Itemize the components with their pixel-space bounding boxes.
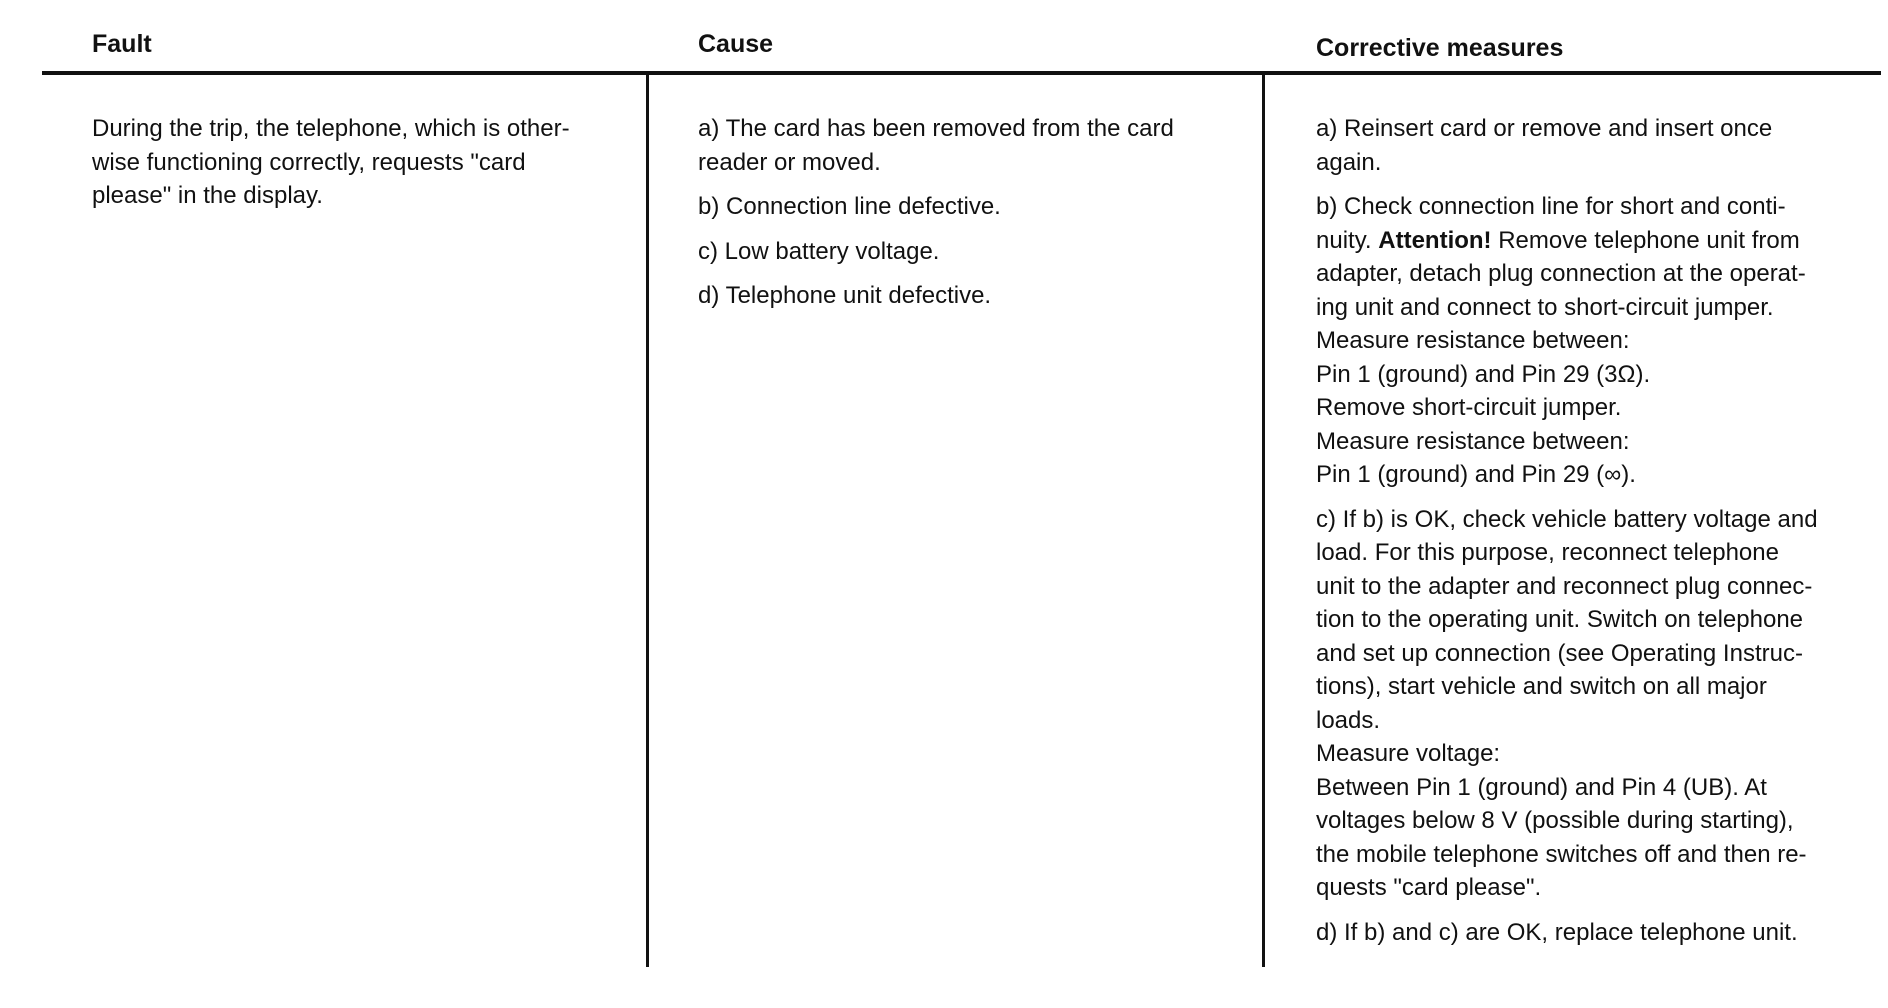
corrective-b-line: Pin 1 (ground) and Pin 29 (3Ω). xyxy=(1316,360,1651,388)
corrective-b-line xyxy=(1316,227,1800,254)
corrective-c-line: quests "card please". xyxy=(1316,874,1542,901)
column-divider-1 xyxy=(646,75,649,967)
corrective-b-text: Remove telephone unit from xyxy=(1491,226,1800,254)
corrective-b xyxy=(1316,190,1876,492)
corrective-c-line: tion to the operating unit. Switch on telephone xyxy=(1316,606,1804,633)
cause-column xyxy=(698,112,1238,313)
header-cause: Cause xyxy=(698,30,774,58)
corrective-c-line: Between Pin 1 (ground) and Pin 4 (UB). At xyxy=(1316,773,1767,801)
fault-line: During the trip, the telephone, which is other- xyxy=(92,115,570,142)
column-divider-2 xyxy=(1262,75,1265,967)
corrective-c-line: tions), start vehicle and switch on all major xyxy=(1316,673,1767,700)
attention-label: Attention! xyxy=(1378,226,1492,254)
cause-a-line: reader or moved. xyxy=(698,148,881,176)
corrective-b-line: ing unit and connect to short-circuit jumper. xyxy=(1316,293,1774,321)
cause-a-line: a) The card has been removed from the card xyxy=(698,115,1174,142)
cause-b-line: b) Connection line defective. xyxy=(698,193,1001,220)
corrective-c-line: and set up connection (see Operating Instruc- xyxy=(1316,639,1803,667)
corrective-b-line: Measure resistance between: xyxy=(1316,327,1630,354)
fault-description xyxy=(92,112,632,213)
cause-c xyxy=(698,235,1238,269)
corrective-c-line: Measure voltage: xyxy=(1316,740,1501,767)
corrective-b-line: b) Check connection line for short and conti- xyxy=(1316,193,1786,220)
cause-c-line: c) Low battery voltage. xyxy=(698,237,940,265)
fault-line: wise functioning correctly, requests "card xyxy=(92,148,526,176)
corrective-c-line: unit to the adapter and reconnect plug connec- xyxy=(1316,572,1813,600)
cause-b xyxy=(698,190,1238,224)
corrective-b-text: nuity. xyxy=(1316,226,1379,254)
cause-a xyxy=(698,112,1238,179)
fault-line: please" in the display. xyxy=(92,182,323,209)
corrective-c-line: the mobile telephone switches off and then re- xyxy=(1316,840,1807,868)
corrective-d xyxy=(1316,916,1876,950)
corrective-a-line: again. xyxy=(1316,148,1382,176)
fault-column xyxy=(92,112,632,213)
corrective-b-line: Pin 1 (ground) and Pin 29 (∞). xyxy=(1316,461,1636,488)
corrective-c-line: c) If b) is OK, check vehicle battery voltage and xyxy=(1316,505,1818,533)
corrective-c-line: voltages below 8 V (possible during starting), xyxy=(1316,807,1794,834)
header-corrective-measures: Corrective measures xyxy=(1316,34,1564,62)
corrective-c-line: load. For this purpose, reconnect telephone xyxy=(1316,539,1779,566)
corrective-column xyxy=(1316,112,1876,949)
cause-d xyxy=(698,279,1238,313)
header-rule xyxy=(42,71,1881,75)
corrective-c-line: loads. xyxy=(1316,706,1381,734)
corrective-b-line: adapter, detach plug connection at the operat- xyxy=(1316,260,1806,287)
corrective-a-line: a) Reinsert card or remove and insert once xyxy=(1316,115,1773,142)
corrective-a xyxy=(1316,112,1876,179)
corrective-b-line: Remove short-circuit jumper. xyxy=(1316,394,1622,421)
corrective-b-line: Measure resistance between: xyxy=(1316,427,1630,455)
cause-d-line: d) Telephone unit defective. xyxy=(698,282,992,309)
header-fault: Fault xyxy=(92,30,152,58)
corrective-c xyxy=(1316,503,1876,905)
corrective-d-line: d) If b) and c) are OK, replace telephone unit. xyxy=(1316,918,1798,946)
